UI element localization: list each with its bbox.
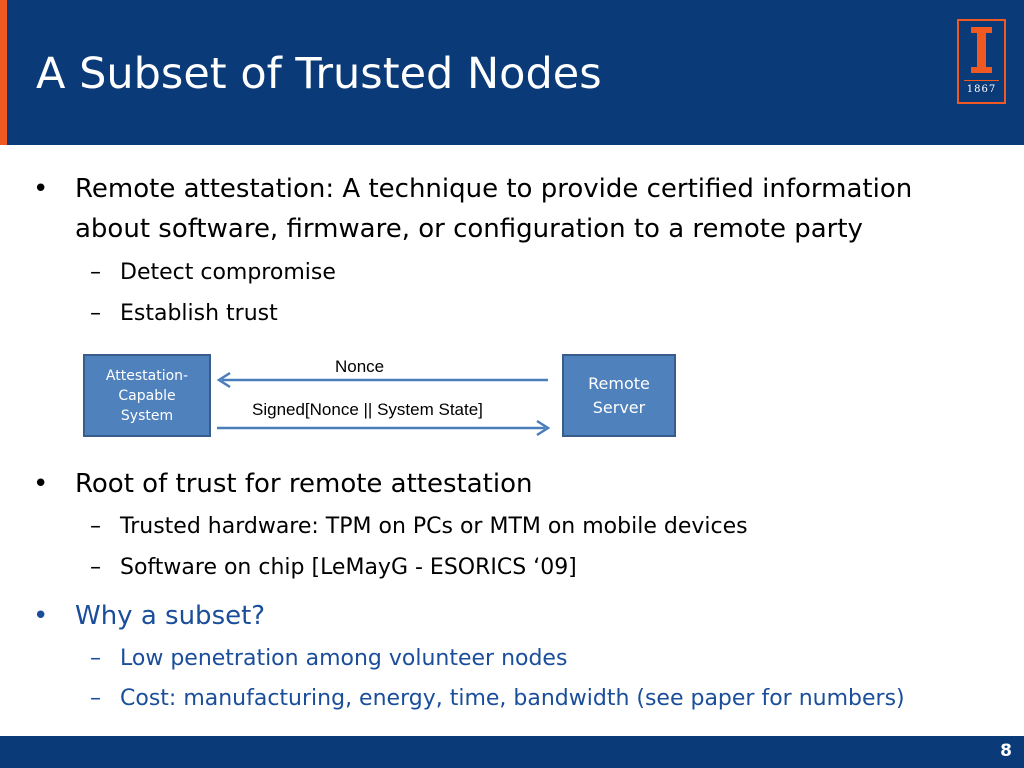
footer-bar — [0, 736, 1024, 768]
bullet-marker: • — [33, 174, 49, 204]
bullet-text-line: Remote attestation: A technique to provide certified information — [75, 174, 913, 204]
dash-marker: – — [90, 514, 101, 539]
sub-bullet-text: Trusted hardware: TPM on PCs or MTM on mobile devices — [120, 514, 748, 539]
sub-bullet-text: Software on chip [LeMayG - ESORICS ‘09] — [120, 555, 577, 580]
sub-bullet-item — [90, 553, 577, 583]
sub-bullet-text: Cost: manufacturing, energy, time, bandwidth (see paper for numbers) — [120, 686, 905, 711]
sub-bullet-item — [90, 684, 905, 714]
box-label-line: Attestation- — [105, 367, 189, 384]
bullet-marker: • — [33, 469, 49, 499]
sub-bullet-text: Establish trust — [120, 301, 278, 326]
dash-marker: – — [90, 555, 101, 580]
bullet-text-line: about software, firmware, or configuration to a remote party — [75, 214, 863, 244]
sub-bullet-text: Low penetration among volunteer nodes — [120, 646, 568, 671]
bullet-item — [33, 596, 266, 636]
dash-marker: – — [90, 686, 101, 711]
sub-bullet-item — [90, 512, 748, 542]
box-label-line: Capable — [118, 387, 176, 404]
logo-year: 1867 — [966, 84, 997, 95]
nonce-label: Nonce — [335, 357, 385, 376]
dash-marker: – — [90, 301, 101, 326]
bullet-text: Why a subset? — [75, 601, 266, 631]
sub-bullet-text: Detect compromise — [120, 260, 336, 285]
bullet-text: Root of trust for remote attestation — [75, 469, 533, 499]
signed-state-label: Signed[Nonce || System State] — [252, 400, 483, 419]
signed-state-arrow — [217, 421, 548, 435]
page-number: 8 — [1000, 741, 1012, 761]
box-label-line: Remote — [588, 373, 650, 393]
sub-bullet-item — [90, 644, 568, 674]
dash-marker: – — [90, 260, 101, 285]
slide-title: A Subset of Trusted Nodes — [36, 49, 602, 99]
bullet-item — [33, 464, 533, 504]
box-label-line: Server — [592, 397, 646, 417]
box-label-line: System — [120, 407, 174, 424]
bullet-marker: • — [33, 601, 49, 631]
dash-marker: – — [90, 646, 101, 671]
